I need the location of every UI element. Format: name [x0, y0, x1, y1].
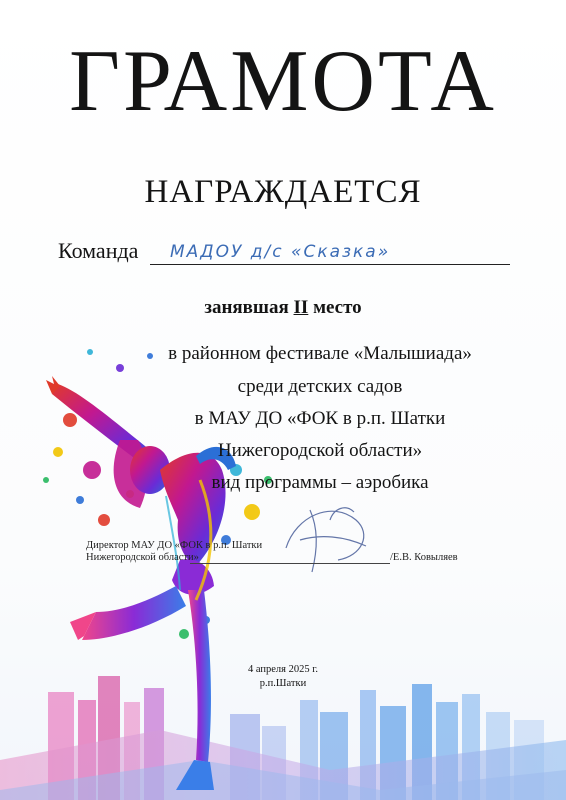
signatory-name: /Е.В. Ковыляев: [390, 552, 458, 563]
place-prefix: занявшая: [204, 297, 289, 318]
team-label: Команда: [58, 238, 139, 263]
certificate-title: ГРАМОТА: [69, 33, 497, 130]
place-line: [0, 297, 566, 319]
place-number: II: [293, 297, 309, 318]
city-skyline: [0, 676, 566, 800]
issue-date: 4 апреля 2025 г.: [248, 664, 318, 675]
body-line-5: вид программы – аэробика: [211, 472, 429, 493]
body-line-4: Нижегородской области»: [217, 440, 423, 461]
place-suffix: место: [313, 297, 362, 318]
dancer-figure: [46, 376, 236, 790]
signature-line: [190, 563, 390, 564]
body-line-3: в МАУ ДО «ФОК в р.п. Шатки: [194, 408, 446, 429]
signatory-position-1: Директор МАУ ДО «ФОК в р.п. Шатки: [86, 540, 263, 551]
body-line-1: в районном фестивале «Малышиада»: [168, 343, 472, 364]
award-heading: НАГРАЖДАЕТСЯ: [144, 174, 422, 210]
issue-place: р.п.Шатки: [259, 678, 307, 689]
team-handwritten-name: МАДОУ д/с «Сказка»: [170, 242, 391, 262]
signatory-position-2: Нижегородской области»: [86, 552, 199, 563]
team-underline: [150, 264, 510, 265]
body-line-2: среди детских садов: [237, 376, 403, 397]
